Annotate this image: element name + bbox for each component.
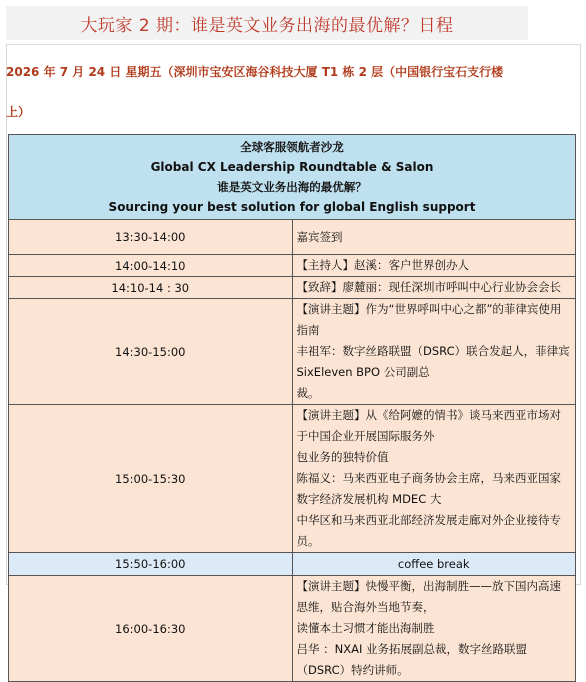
row-desc [292,553,576,576]
header-cn-subtitle: 谁是英文业务出海的最优解？ [217,180,367,194]
row-desc-line: 【演讲主题】作为“世界呼叫中心之都”的菲律宾使用指南 [296,302,562,337]
row-desc-line: 【致辞】廖麓丽：现任深圳市呼叫中心行业协会会长 [296,280,561,294]
table-row [9,553,576,576]
meta-line-1: 2026 年 7 月 24 日 星期五（深圳市宝安区海谷科技大厦 T1 栋 2 层（中国银行宝石支行楼 [6,65,504,79]
row-desc-line: 陈福义：马来西亚电子商务协会主席，马来西亚国家数字经济发展机构 MDEC 大 [296,471,561,506]
table-row [9,277,576,299]
row-time: 16:00-16:30 [9,576,293,682]
row-desc-line: 【演讲主题】快慢平衡，出海制胜——放下国内高速思维，贴合海外当地节奏， [296,579,561,614]
row-desc-line: 吕华 ：NXAI 业务拓展副总裁，数字丝路联盟（DSRC）特约讲师。 [296,642,528,677]
table-row [9,220,576,255]
page-title [6,6,528,40]
row-desc-line: 包业务的独特价值 [296,450,389,464]
row-desc-line: 【主持人】赵溪：客户世界创办人 [296,258,469,272]
table-row [9,299,576,405]
header-cell [9,135,576,220]
row-desc-line: 丰祖军：数字丝路联盟（DSRC）联合发起人，菲律宾 SixEleven BPO 公司副总 [296,344,570,379]
row-time: 14:10-14 : 30 [9,277,293,299]
row-desc-line: 【演讲主题】从《给阿嬷的情书》谈马来西亚市场对于中国企业开展国际服务外 [296,408,561,443]
row-desc-line: coffee break [397,556,470,571]
table-row [9,576,576,682]
table-row [9,255,576,277]
row-desc [292,277,576,299]
table-row [9,405,576,553]
row-desc-line: 读懂本土习惯才能出海制胜 [296,621,435,635]
row-desc [292,299,576,405]
row-desc [292,255,576,277]
header-en-title: Global CX Leadership Roundtable & Salon [150,160,434,174]
row-desc [292,220,576,255]
row-desc-line: 裁。 [296,386,320,400]
event-date-location [6,52,574,132]
meta-line-2: 上） [6,105,31,119]
row-time: 15:50-16:00 [9,553,293,576]
header-en-subtitle: Sourcing your best solution for global English support [108,200,476,214]
row-time: 14:30-15:00 [9,299,293,405]
row-desc-line: 中华区和马来西亚北部经济发展走廊对外企业接待专员。 [296,513,561,548]
row-desc [292,405,576,553]
schedule-table [8,134,576,682]
header-cn-title: 全球客服领航者沙龙 [240,140,344,154]
row-time: 14:00-14:10 [9,255,293,277]
row-time: 13:30-14:00 [9,220,293,255]
schedule-header [9,135,576,220]
title-text: 大玩家 2 期：谁是英文业务出海的最优解？日程 [80,15,454,36]
row-time: 15:00-15:30 [9,405,293,553]
row-desc [292,576,576,682]
row-desc-line: 嘉宾签到 [296,229,343,244]
